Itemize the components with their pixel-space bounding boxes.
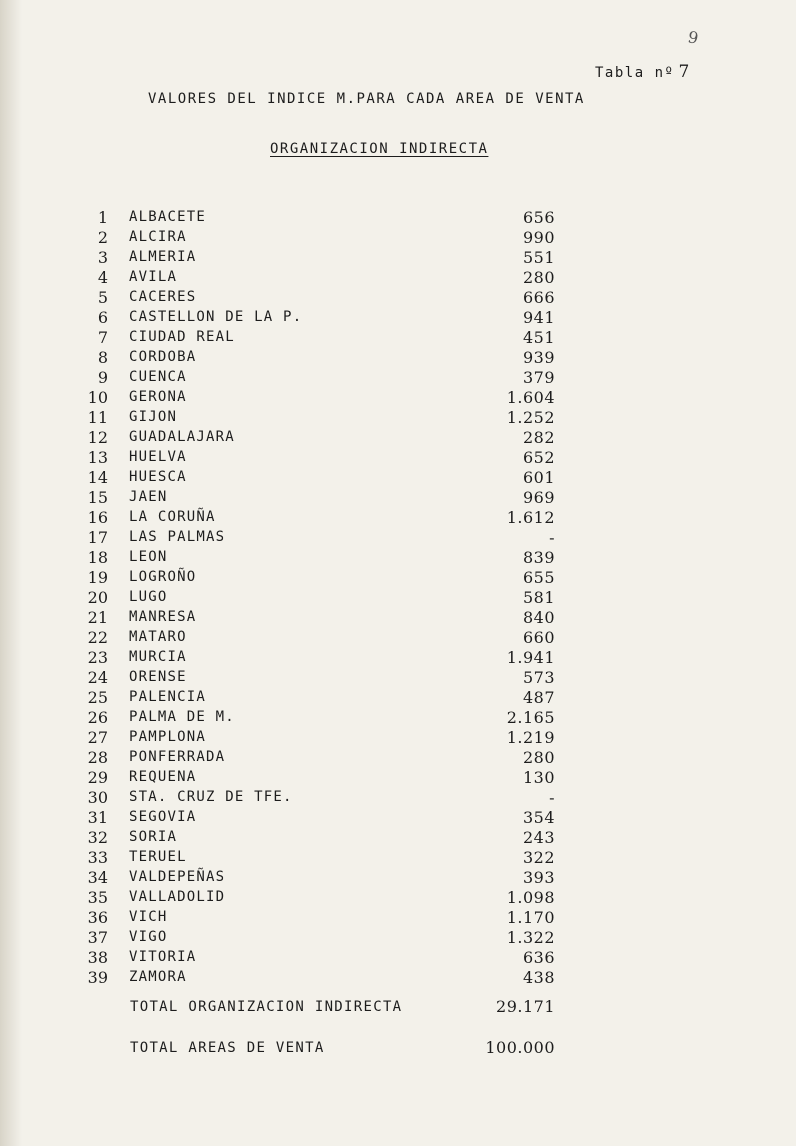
area-value: 666 bbox=[522, 288, 555, 307]
area-value: 990 bbox=[522, 228, 555, 247]
row-number: 28 bbox=[87, 748, 108, 767]
table-row bbox=[0, 768, 796, 788]
area-name: CACERES bbox=[129, 289, 197, 305]
table-row bbox=[0, 508, 796, 528]
area-value: 243 bbox=[522, 828, 555, 847]
area-value: 839 bbox=[522, 548, 555, 567]
corner-mark: 9 bbox=[686, 27, 701, 48]
area-value: 1.219 bbox=[506, 728, 555, 747]
table-row bbox=[0, 348, 796, 368]
table-row bbox=[0, 728, 796, 748]
area-value: 1.098 bbox=[506, 888, 555, 907]
table-row bbox=[0, 408, 796, 428]
area-value: 573 bbox=[522, 668, 555, 687]
table-row bbox=[0, 468, 796, 488]
total-areas-label: TOTAL AREAS DE VENTA bbox=[130, 1040, 325, 1056]
row-number: 7 bbox=[97, 328, 108, 347]
area-value: 939 bbox=[522, 348, 555, 367]
row-number: 19 bbox=[87, 568, 108, 587]
area-value: 840 bbox=[522, 608, 555, 627]
area-name: MATARO bbox=[129, 629, 187, 645]
area-value: 656 bbox=[522, 208, 555, 227]
table-row bbox=[0, 228, 796, 248]
area-name: STA. CRUZ DE TFE. bbox=[129, 789, 293, 805]
area-value: 1.612 bbox=[506, 508, 555, 527]
row-number: 27 bbox=[87, 728, 108, 747]
table-row bbox=[0, 488, 796, 508]
area-name: PAMPLONA bbox=[129, 729, 207, 745]
area-value: 1.322 bbox=[506, 928, 555, 947]
area-value: 652 bbox=[522, 448, 555, 467]
area-value: 581 bbox=[522, 588, 555, 607]
area-value: 438 bbox=[522, 968, 555, 987]
row-number: 30 bbox=[87, 788, 108, 807]
table-row bbox=[0, 328, 796, 348]
row-number: 24 bbox=[87, 668, 108, 687]
area-value: 1.604 bbox=[506, 388, 555, 407]
row-number: 8 bbox=[97, 348, 108, 367]
area-name: LAS PALMAS bbox=[129, 529, 226, 545]
table-row bbox=[0, 528, 796, 548]
table-row bbox=[0, 368, 796, 388]
area-name: CASTELLON DE LA P. bbox=[129, 309, 303, 325]
table-row bbox=[0, 968, 796, 988]
row-number: 10 bbox=[87, 388, 108, 407]
table-row bbox=[0, 428, 796, 448]
area-value: 322 bbox=[522, 848, 555, 867]
total-indirect-label: TOTAL ORGANIZACION INDIRECTA bbox=[130, 999, 403, 1015]
table-row bbox=[0, 288, 796, 308]
table-row bbox=[0, 248, 796, 268]
area-name: VALLADOLID bbox=[129, 889, 226, 905]
area-value: 1.252 bbox=[506, 408, 555, 427]
row-number: 18 bbox=[87, 548, 108, 567]
table-row bbox=[0, 208, 796, 228]
table-row bbox=[0, 808, 796, 828]
table-row bbox=[0, 388, 796, 408]
area-value: 393 bbox=[522, 868, 555, 887]
document-title: VALORES DEL INDICE M.PARA CADA AREA DE VENTA bbox=[148, 91, 585, 107]
area-name: HUESCA bbox=[129, 469, 187, 485]
row-number: 14 bbox=[87, 468, 108, 487]
area-name: VALDEPEÑAS bbox=[129, 869, 226, 885]
row-number: 1 bbox=[97, 208, 108, 227]
table-row bbox=[0, 608, 796, 628]
area-value: 379 bbox=[522, 368, 555, 387]
row-number: 15 bbox=[87, 488, 108, 507]
area-name: MURCIA bbox=[129, 649, 187, 665]
area-name: ORENSE bbox=[129, 669, 187, 685]
area-value: 636 bbox=[522, 948, 555, 967]
area-name: ALCIRA bbox=[129, 229, 187, 245]
row-number: 29 bbox=[87, 768, 108, 787]
table-row bbox=[0, 868, 796, 888]
table-row bbox=[0, 748, 796, 768]
row-number: 33 bbox=[87, 848, 108, 867]
area-value: 660 bbox=[522, 628, 555, 647]
row-number: 2 bbox=[97, 228, 108, 247]
table-row bbox=[0, 308, 796, 328]
area-name: VICH bbox=[129, 909, 168, 925]
area-name: LEON bbox=[129, 549, 168, 565]
area-name: SORIA bbox=[129, 829, 178, 845]
total-indirect-row bbox=[130, 997, 555, 1019]
area-value: 280 bbox=[522, 268, 555, 287]
table-row bbox=[0, 548, 796, 568]
area-name: REQUENA bbox=[129, 769, 197, 785]
area-name: PALMA DE M. bbox=[129, 709, 235, 725]
total-areas-row bbox=[130, 1038, 555, 1060]
row-number: 6 bbox=[97, 308, 108, 327]
area-value: 941 bbox=[522, 308, 555, 327]
row-number: 23 bbox=[87, 648, 108, 667]
row-number: 20 bbox=[87, 588, 108, 607]
area-name: LUGO bbox=[129, 589, 168, 605]
table-label-text: Tabla nº bbox=[595, 65, 675, 81]
area-name: PALENCIA bbox=[129, 689, 207, 705]
table-row bbox=[0, 648, 796, 668]
table-row bbox=[0, 628, 796, 648]
row-number: 38 bbox=[87, 948, 108, 967]
area-value: 2.165 bbox=[506, 708, 555, 727]
row-number: 31 bbox=[87, 808, 108, 827]
area-name: GIJON bbox=[129, 409, 178, 425]
row-number: 3 bbox=[97, 248, 108, 267]
table-row bbox=[0, 928, 796, 948]
area-value: 601 bbox=[522, 468, 555, 487]
table-row bbox=[0, 668, 796, 688]
table-row bbox=[0, 948, 796, 968]
table-row bbox=[0, 828, 796, 848]
row-number: 21 bbox=[87, 608, 108, 627]
row-number: 34 bbox=[87, 868, 108, 887]
row-number: 35 bbox=[87, 888, 108, 907]
area-value: 969 bbox=[522, 488, 555, 507]
table-row bbox=[0, 448, 796, 468]
row-number: 39 bbox=[87, 968, 108, 987]
row-number: 26 bbox=[87, 708, 108, 727]
table-row bbox=[0, 688, 796, 708]
area-value: 354 bbox=[522, 808, 555, 827]
area-value: 1.941 bbox=[506, 648, 555, 667]
row-number: 25 bbox=[87, 688, 108, 707]
table-row bbox=[0, 588, 796, 608]
row-number: 13 bbox=[87, 448, 108, 467]
table-row bbox=[0, 788, 796, 808]
area-value: 655 bbox=[522, 568, 555, 587]
area-value: - bbox=[549, 528, 555, 547]
row-number: 11 bbox=[87, 408, 108, 427]
area-value: - bbox=[549, 788, 555, 807]
row-number: 9 bbox=[97, 368, 108, 387]
total-indirect-value: 29.171 bbox=[496, 997, 555, 1016]
table-label bbox=[595, 62, 691, 82]
area-name: LA CORUÑA bbox=[129, 509, 216, 525]
total-areas-value: 100.000 bbox=[485, 1038, 555, 1057]
area-name: CUENCA bbox=[129, 369, 187, 385]
area-name: ALBACETE bbox=[129, 209, 207, 225]
area-name: VIGO bbox=[129, 929, 168, 945]
area-name: LOGROÑO bbox=[129, 569, 197, 585]
table-row bbox=[0, 568, 796, 588]
table-row bbox=[0, 268, 796, 288]
area-name: HUELVA bbox=[129, 449, 187, 465]
area-value: 551 bbox=[522, 248, 555, 267]
row-number: 4 bbox=[97, 268, 108, 287]
row-number: 5 bbox=[97, 288, 108, 307]
row-number: 16 bbox=[87, 508, 108, 527]
row-number: 32 bbox=[87, 828, 108, 847]
area-value: 487 bbox=[522, 688, 555, 707]
area-name: GUADALAJARA bbox=[129, 429, 235, 445]
table-row bbox=[0, 888, 796, 908]
area-name: VITORIA bbox=[129, 949, 197, 965]
area-name: CIUDAD REAL bbox=[129, 329, 235, 345]
table-row bbox=[0, 708, 796, 728]
area-value: 130 bbox=[522, 768, 555, 787]
table-number: 7 bbox=[678, 62, 691, 82]
row-number: 22 bbox=[87, 628, 108, 647]
row-number: 12 bbox=[87, 428, 108, 447]
table-row bbox=[0, 848, 796, 868]
area-value: 280 bbox=[522, 748, 555, 767]
area-value: 282 bbox=[522, 428, 555, 447]
area-name: CORDOBA bbox=[129, 349, 197, 365]
area-name: PONFERRADA bbox=[129, 749, 226, 765]
row-number: 37 bbox=[87, 928, 108, 947]
row-number: 17 bbox=[87, 528, 108, 547]
area-name: TERUEL bbox=[129, 849, 187, 865]
table-row bbox=[0, 908, 796, 928]
area-list bbox=[0, 208, 796, 988]
area-value: 1.170 bbox=[506, 908, 555, 927]
area-name: ZAMORA bbox=[129, 969, 187, 985]
document-subtitle: ORGANIZACION INDIRECTA bbox=[270, 141, 489, 157]
row-number: 36 bbox=[87, 908, 108, 927]
area-name: ALMERIA bbox=[129, 249, 197, 265]
area-name: AVILA bbox=[129, 269, 178, 285]
area-name: GERONA bbox=[129, 389, 187, 405]
area-name: MANRESA bbox=[129, 609, 197, 625]
area-name: JAEN bbox=[129, 489, 168, 505]
area-value: 451 bbox=[522, 328, 555, 347]
area-name: SEGOVIA bbox=[129, 809, 197, 825]
